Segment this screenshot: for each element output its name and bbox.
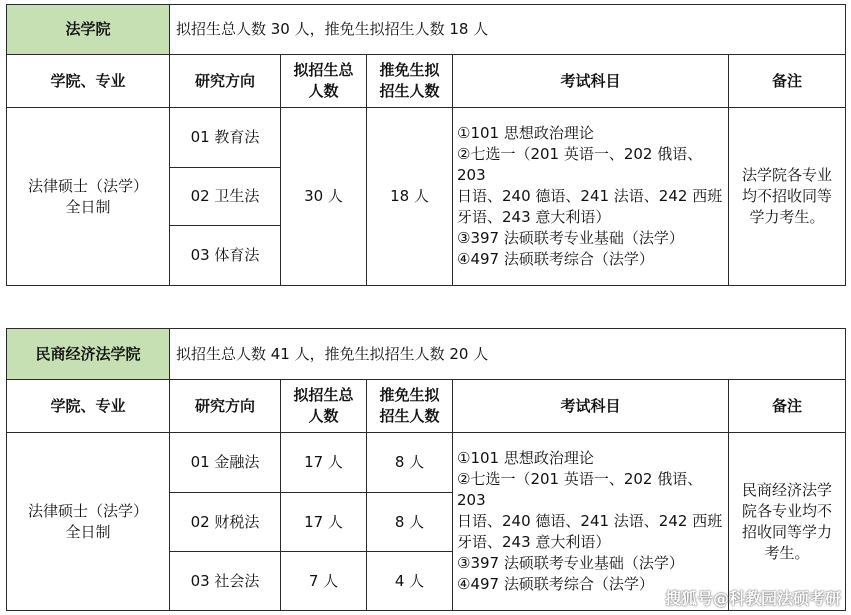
direction-cell: 02 财税法 <box>170 493 281 552</box>
exempt-count: 18 人 <box>367 108 453 286</box>
exam-subjects: ①101 思想政治理论 ②七选一（201 英语一、202 俄语、203 日语、240 德语、241 法语、242 西班 牙语、243 意大利语） ③397 法硕联考专业基础（法学） ④497 法硕联考综合（法学） <box>453 433 729 611</box>
planned-count: 17 人 <box>281 433 367 493</box>
college-name: 法学院 <box>7 5 170 55</box>
header-direction: 研究方向 <box>170 380 281 433</box>
admission-table-law-school <box>6 4 846 286</box>
quota-summary: 拟招生总人数 30 人，推免生拟招生人数 18 人 <box>170 5 846 55</box>
header-college-major: 学院、专业 <box>7 380 170 433</box>
admission-table-civil-commercial-law-school <box>6 328 846 611</box>
header-exempt: 推免生拟 招生人数 <box>367 380 453 433</box>
header-planned: 拟招生总 人数 <box>281 380 367 433</box>
exempt-count: 4 人 <box>367 552 453 611</box>
exempt-count: 8 人 <box>367 493 453 552</box>
planned-count: 30 人 <box>281 108 367 286</box>
header-exams: 考试科目 <box>453 380 729 433</box>
header-college-major: 学院、专业 <box>7 55 170 108</box>
major-cell: 法律硕士（法学） 全日制 <box>7 433 170 611</box>
major-cell: 法律硕士（法学） 全日制 <box>7 108 170 286</box>
direction-cell: 01 教育法 <box>170 108 281 168</box>
header-planned: 拟招生总 人数 <box>281 55 367 108</box>
remarks-cell: 法学院各专业 均不招收同等 学力考生。 <box>729 108 846 286</box>
source-watermark: 搜狐号@科教园法硕考研 <box>664 589 841 608</box>
exempt-count: 8 人 <box>367 433 453 493</box>
header-remarks: 备注 <box>729 55 846 108</box>
header-direction: 研究方向 <box>170 55 281 108</box>
direction-cell: 03 社会法 <box>170 552 281 611</box>
direction-cell: 01 金融法 <box>170 433 281 493</box>
remarks-cell: 民商经济法学 院各专业均不 招收同等学力 考生。 <box>729 433 846 611</box>
header-remarks: 备注 <box>729 380 846 433</box>
direction-cell: 02 卫生法 <box>170 168 281 226</box>
quota-summary: 拟招生总人数 41 人，推免生拟招生人数 20 人 <box>170 329 846 380</box>
college-name: 民商经济法学院 <box>7 329 170 380</box>
header-exams: 考试科目 <box>453 55 729 108</box>
header-exempt: 推免生拟 招生人数 <box>367 55 453 108</box>
exam-subjects: ①101 思想政治理论 ②七选一（201 英语一、202 俄语、203 日语、240 德语、241 法语、242 西班 牙语、243 意大利语） ③397 法硕联考专业基础（法学） ④497 法硕联考综合（法学） <box>453 108 729 286</box>
direction-cell: 03 体育法 <box>170 226 281 286</box>
planned-count: 17 人 <box>281 493 367 552</box>
planned-count: 7 人 <box>281 552 367 611</box>
